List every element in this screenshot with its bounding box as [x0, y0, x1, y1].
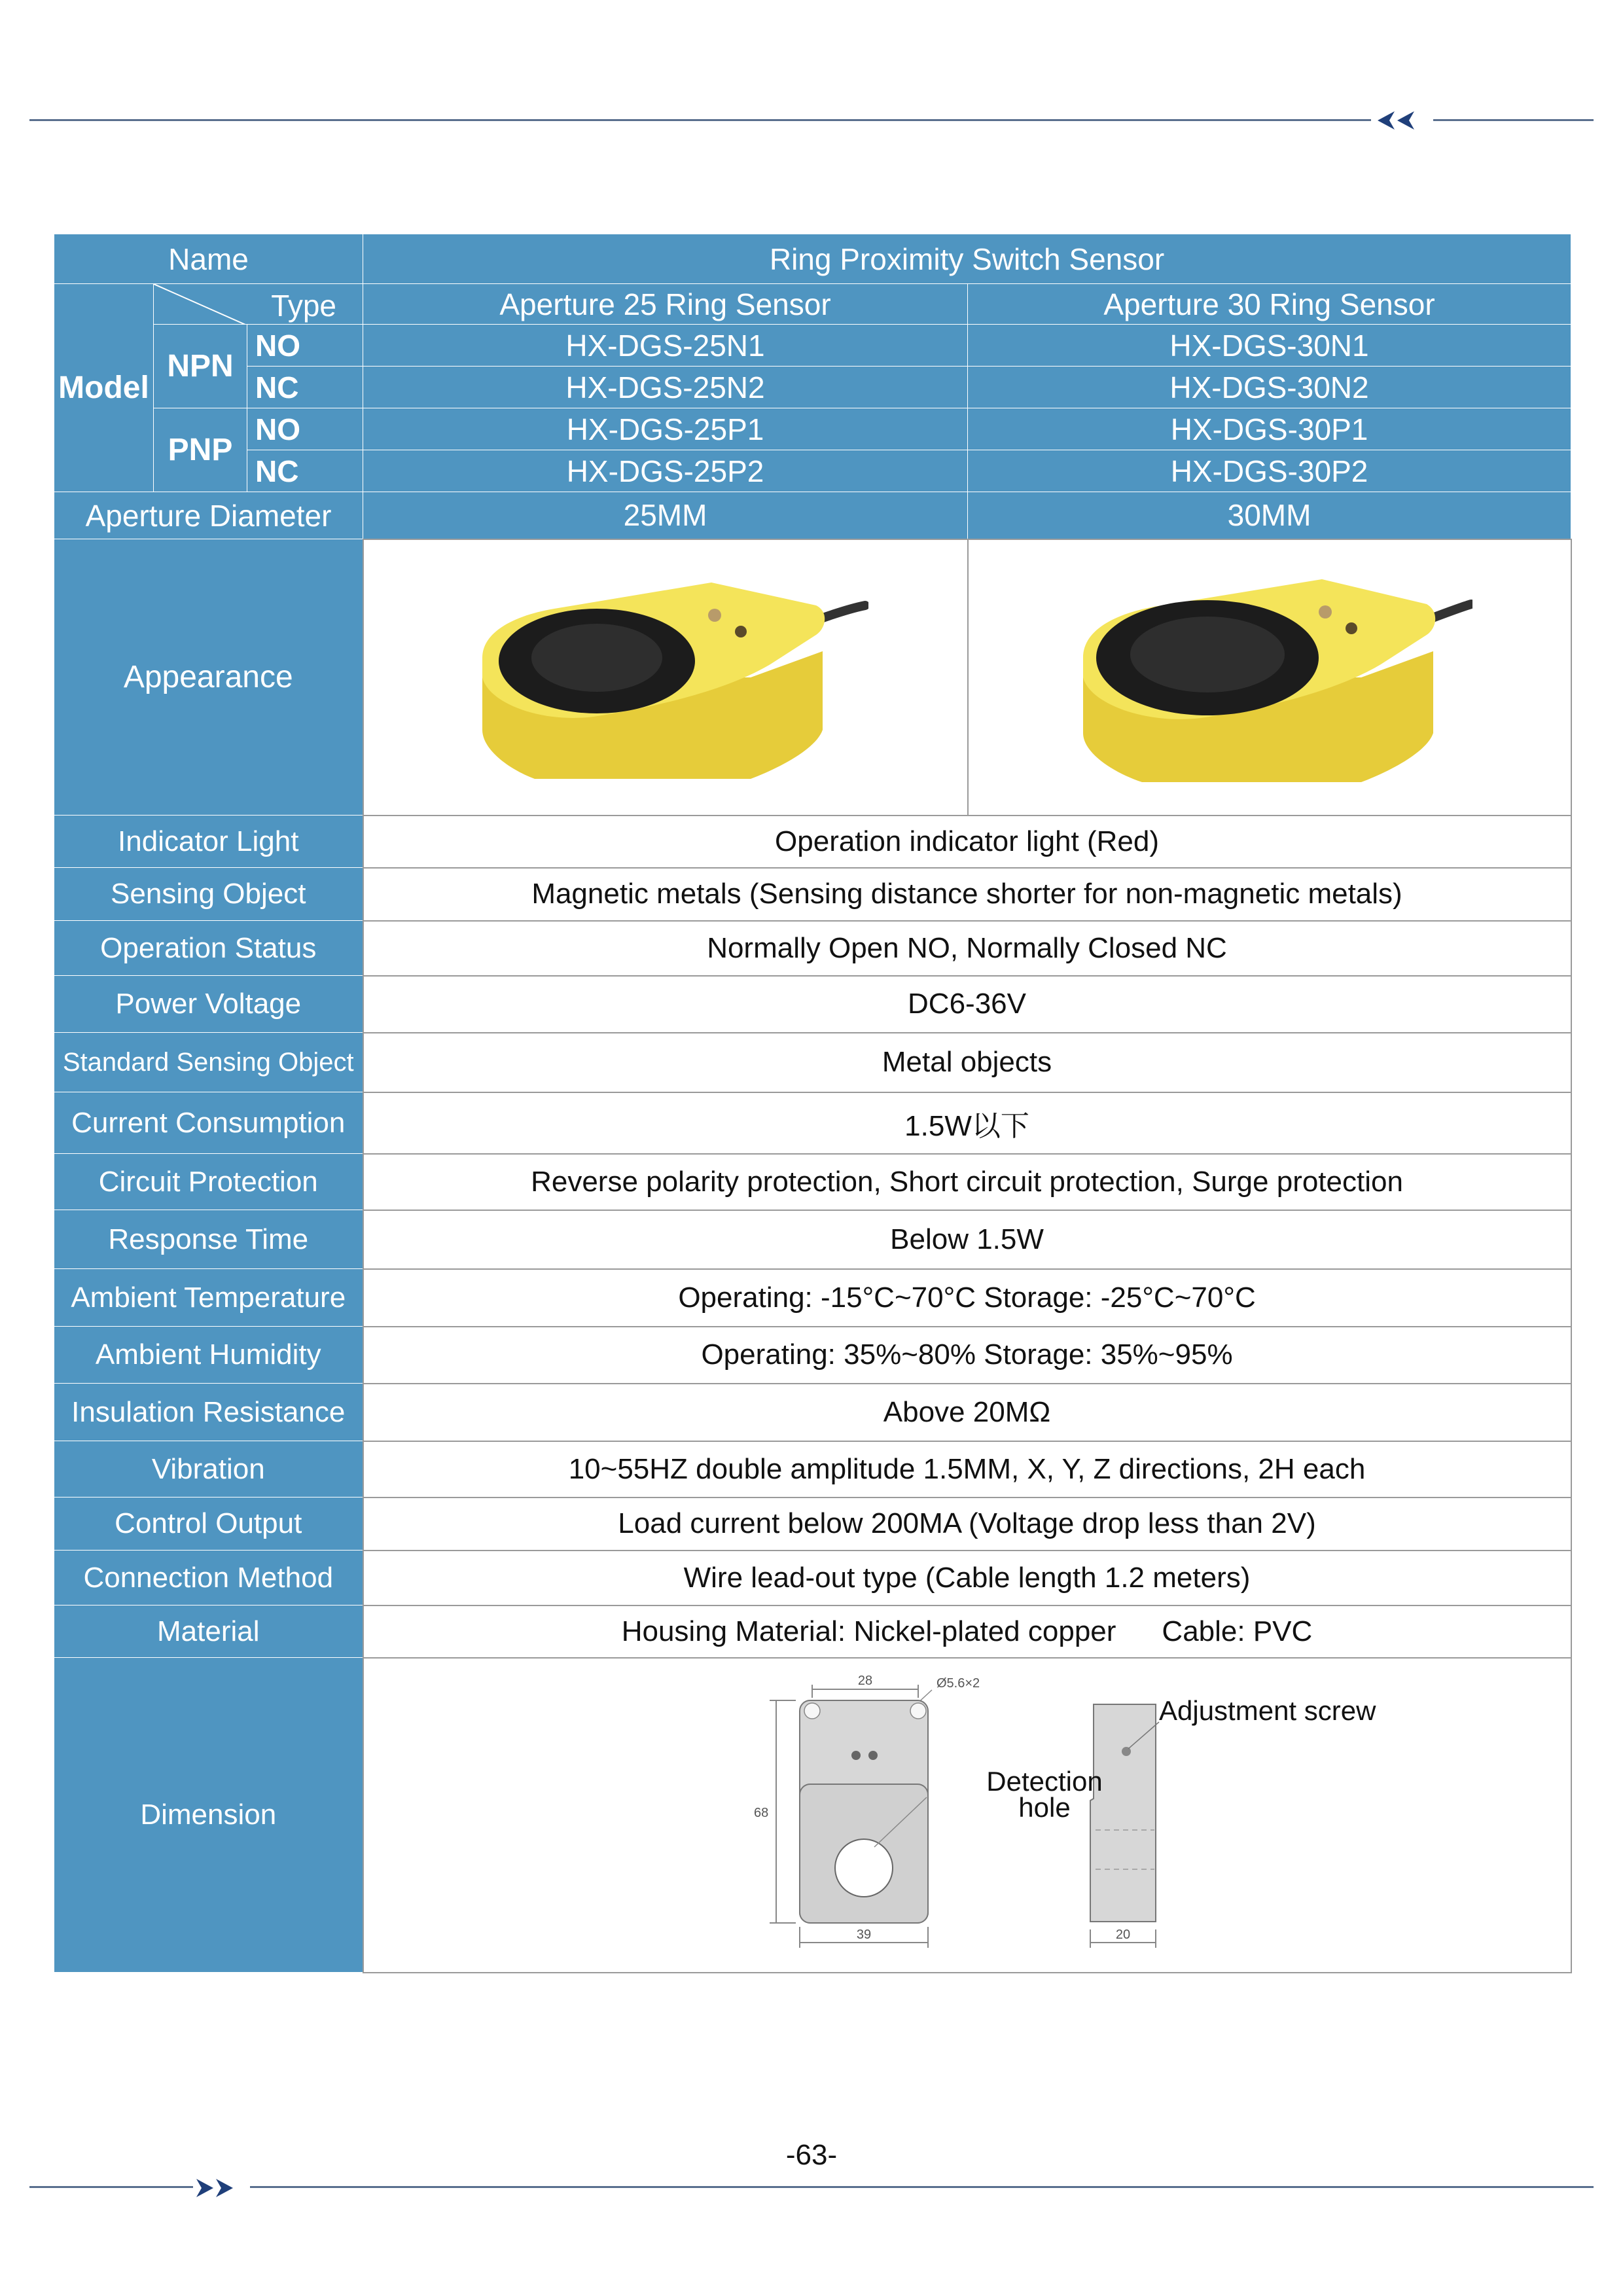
spec-label-ambient-temperature: Ambient Temperature [54, 1269, 363, 1327]
pnp-label: PNP [154, 408, 247, 492]
spec-value-connection-method: Wire lead-out type (Cable length 1.2 meters) [363, 1551, 1571, 1605]
appearance-label: Appearance [54, 539, 363, 816]
spec-value-power-voltage: DC6-36V [363, 976, 1571, 1033]
spec-label-response-time: Response Time [54, 1210, 363, 1269]
spec-value-operation-status: Normally Open NO, Normally Closed NC [363, 921, 1571, 976]
material-cable: Cable: PVC [1162, 1615, 1313, 1647]
npn-label: NPN [154, 325, 247, 408]
spec-value-current-consumption: 1.5W以下 [363, 1092, 1571, 1154]
dim-hole-spec: Ø5.6×2 [936, 1676, 980, 1691]
aperture-25: 25MM [363, 492, 968, 539]
spec-label-power-voltage: Power Voltage [54, 976, 363, 1033]
dimension-cell [363, 1658, 1571, 1973]
pnp-nc-label: NC [247, 450, 363, 492]
dimension-label: Dimension [54, 1658, 363, 1973]
spec-label-connection-method: Connection Method [54, 1551, 363, 1605]
spec-value-indicator-light: Operation indicator light (Red) [363, 816, 1571, 868]
spec-table [54, 234, 1571, 1973]
column-header-25: Aperture 25 Ring Sensor [363, 284, 968, 325]
model-pnp-no-25: HX-DGS-25P1 [363, 408, 968, 450]
dim-width-bottom: 39 [856, 1927, 871, 1942]
dim-height: 68 [753, 1805, 768, 1820]
spec-value-control-output: Load current below 200MA (Voltage drop less than 2V) [363, 1498, 1571, 1551]
material-housing: Housing Material: Nickel-plated copper [621, 1615, 1116, 1647]
model-pnp-nc-25: HX-DGS-25P2 [363, 450, 968, 492]
spec-label-indicator-light: Indicator Light [54, 816, 363, 868]
type-label: Type [271, 289, 337, 323]
spec-value-standard-sensing-object: Metal objects [363, 1033, 1571, 1092]
model-pnp-no-30: HX-DGS-30P1 [968, 408, 1571, 450]
type-header-cell [154, 284, 363, 325]
header-rule [29, 119, 1371, 121]
spec-value-material [363, 1605, 1571, 1658]
aperture-30: 30MM [968, 492, 1571, 539]
spec-value-ambient-temperature: Operating: -15°C~70°C Storage: -25°C~70°C [363, 1269, 1571, 1327]
model-npn-no-30: HX-DGS-30N1 [968, 325, 1571, 367]
spec-label-ambient-humidity: Ambient Humidity [54, 1327, 363, 1384]
model-npn-nc-30: HX-DGS-30N2 [968, 367, 1571, 408]
spec-label-vibration: Vibration [54, 1441, 363, 1498]
header-rule-right [1433, 119, 1594, 121]
npn-no-label: NO [247, 325, 363, 367]
appearance-25-cell [363, 539, 968, 816]
spec-value-insulation-resistance: Above 20MΩ [363, 1384, 1571, 1441]
sensor-25-image [463, 553, 868, 802]
spec-label-standard-sensing-object: Standard Sensing Object [54, 1033, 363, 1092]
spec-label-circuit-protection: Circuit Protection [54, 1154, 363, 1210]
double-chevron-left-icon [1378, 110, 1427, 131]
dim-width-top: 28 [857, 1673, 872, 1688]
spec-value-circuit-protection: Reverse polarity protection, Short circuit protection, Surge protection [363, 1154, 1571, 1210]
detection-label-line1: Detection [986, 1765, 1103, 1797]
footer-rule-right [250, 2186, 1594, 2188]
spec-value-response-time: Below 1.5W [363, 1210, 1571, 1269]
spec-value-vibration: 10~55HZ double amplitude 1.5MM, X, Y, Z directions, 2H each [363, 1441, 1571, 1498]
name-label: Name [54, 234, 363, 284]
spec-label-insulation-resistance: Insulation Resistance [54, 1384, 363, 1441]
dimension-drawing [364, 1660, 1572, 1971]
spec-label-current-consumption: Current Consumption [54, 1092, 363, 1154]
appearance-30-cell [968, 539, 1571, 816]
page-number: -63- [785, 2139, 838, 2171]
spec-label-control-output: Control Output [54, 1498, 363, 1551]
model-npn-nc-25: HX-DGS-25N2 [363, 367, 968, 408]
spec-value-sensing-object: Magnetic metals (Sensing distance shorter for non-magnetic metals) [363, 868, 1571, 921]
column-header-30: Aperture 30 Ring Sensor [968, 284, 1571, 325]
sensor-30-image [1067, 553, 1472, 802]
footer-rule-left [29, 2186, 193, 2188]
double-chevron-right-icon [196, 2178, 245, 2198]
model-npn-no-25: HX-DGS-25N1 [363, 325, 968, 367]
adjustment-screw-label: Adjustment screw [1158, 1695, 1376, 1726]
spec-label-sensing-object: Sensing Object [54, 868, 363, 921]
pnp-no-label: NO [247, 408, 363, 450]
aperture-label: Aperture Diameter [54, 492, 363, 539]
model-label: Model [54, 284, 154, 492]
spec-value-ambient-humidity: Operating: 35%~80% Storage: 35%~95% [363, 1327, 1571, 1384]
dim-side-width: 20 [1115, 1927, 1130, 1942]
model-pnp-nc-30: HX-DGS-30P2 [968, 450, 1571, 492]
spec-label-material: Material [54, 1605, 363, 1658]
product-name: Ring Proximity Switch Sensor [363, 234, 1571, 284]
detection-label-line2: hole [1018, 1791, 1071, 1823]
spec-label-operation-status: Operation Status [54, 921, 363, 976]
npn-nc-label: NC [247, 367, 363, 408]
